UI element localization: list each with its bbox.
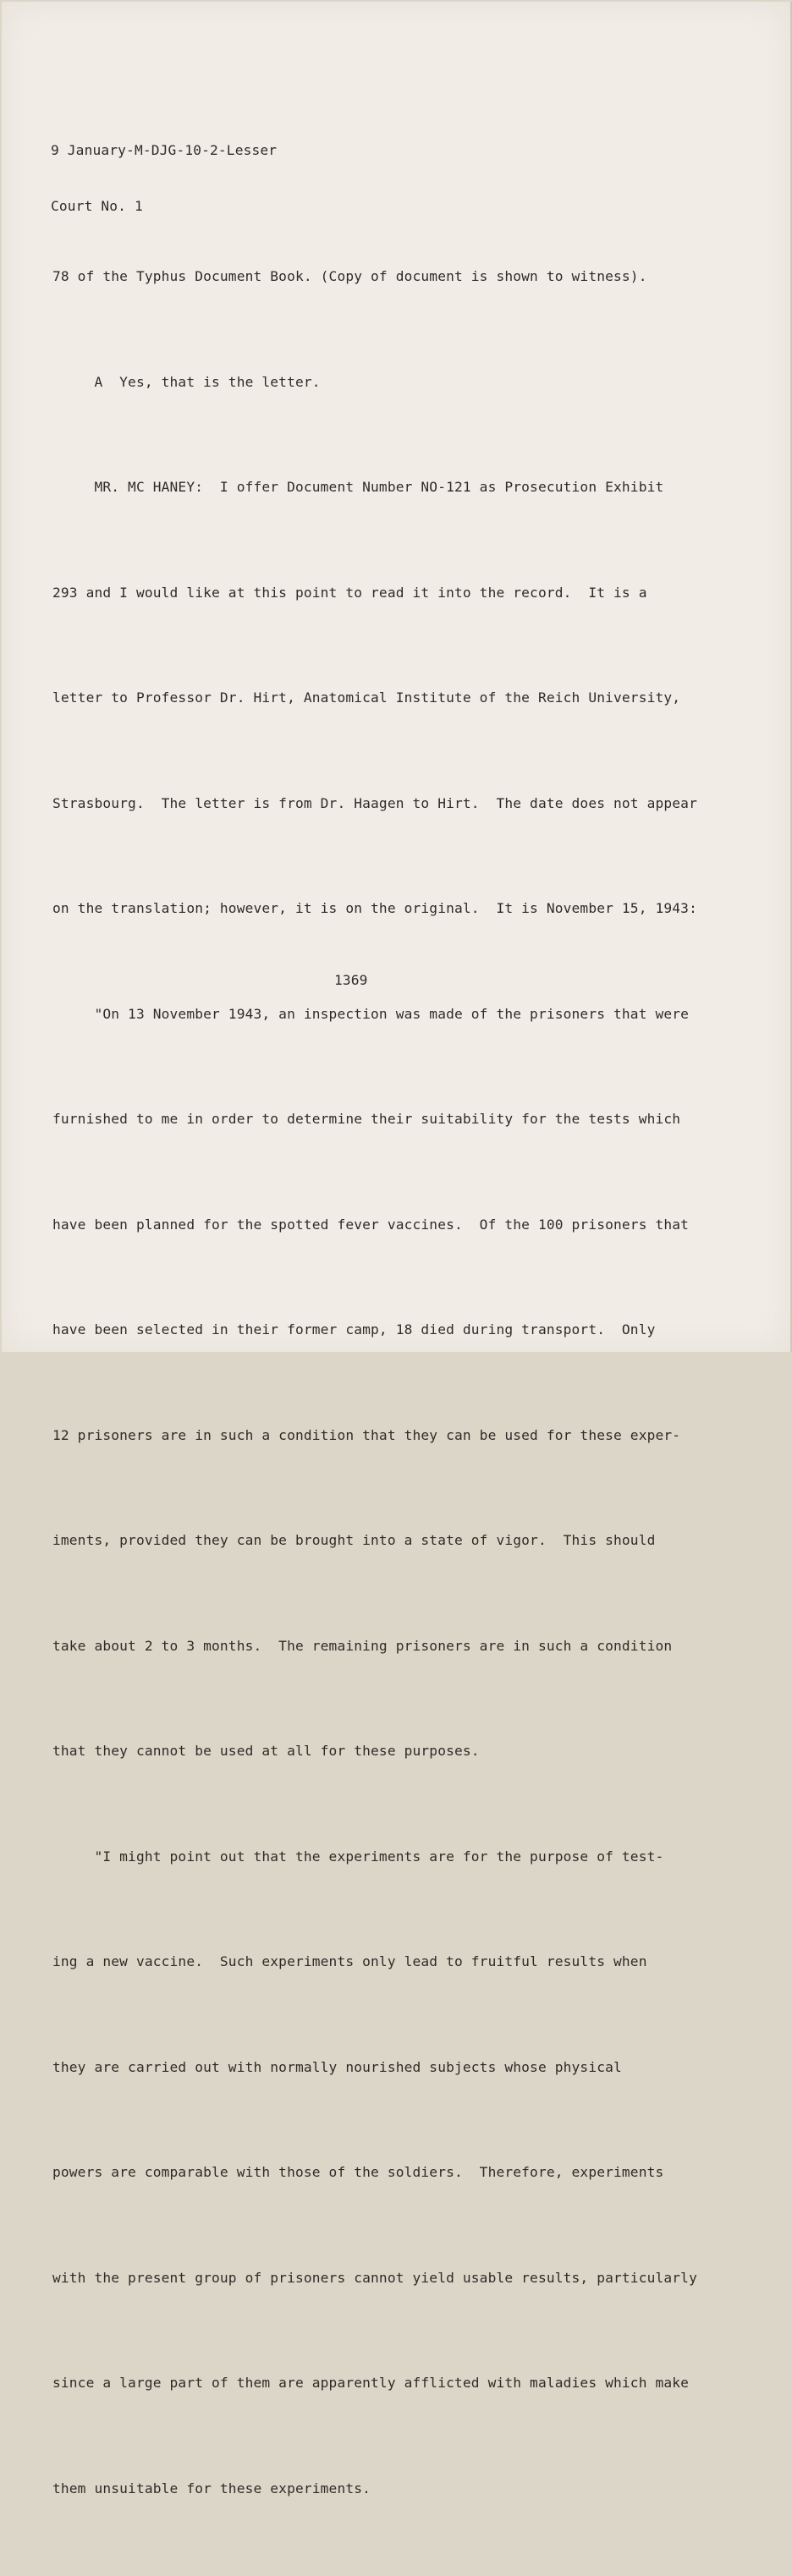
body-line: take about 2 to 3 months. The remaining prisoners are in such a condition xyxy=(52,1637,673,1654)
body-line: 12 prisoners are in such a condition that they can be used for these exper- xyxy=(52,1426,681,1443)
header-court-line: Court No. 1 xyxy=(51,198,143,214)
body-line: ing a new vaccine. Such experiments only lead to fruitful results when xyxy=(52,1953,647,1969)
header-session-line: 9 January-M-DJG-10-2-Lesser xyxy=(51,142,278,158)
body-line: 78 of the Typhus Document Book. (Copy of document is shown to witness). xyxy=(52,268,647,284)
body-line: them unsuitable for these experiments. xyxy=(52,2480,371,2496)
body-line: letter to Professor Dr. Hirt, Anatomical Institute of the Reich University, xyxy=(52,689,681,706)
body-line: iments, provided they can be brought into a state of vigor. This should xyxy=(52,1532,656,1548)
body-line: have been planned for the spotted fever vaccines. Of the 100 prisoners that xyxy=(52,1216,690,1233)
body-line: on the translation; however, it is on the original. It is November 15, 1943: xyxy=(52,900,697,916)
document-page xyxy=(2,2,792,2496)
body-line: that they cannot be used at all for these purposes. xyxy=(52,1743,480,1759)
page-number: 1369 xyxy=(334,972,368,988)
body-line: Strasbourg. The letter is from Dr. Haagen to Hirt. The date does not appear xyxy=(52,794,697,811)
body-line: MR. MC HANEY: I offer Document Number NO-121 as Prosecution Exhibit xyxy=(52,479,664,495)
body-line: 293 and I would like at this point to read it into the record. It is a xyxy=(52,584,647,601)
body-line: "I might point out that the experiments are for the purpose of test- xyxy=(52,1848,664,1865)
body-line: have been selected in their former camp, 18 died during transport. Only xyxy=(52,1321,656,1337)
body-line: powers are comparable with those of the soldiers. Therefore, experiments xyxy=(52,2164,664,2180)
body-line: A Yes, that is the letter. xyxy=(52,373,321,390)
body-line: furnished to me in order to determine their suitability for the tests which xyxy=(52,1111,681,1127)
body-line: with the present group of prisoners cannot yield usable results, particularly xyxy=(52,2269,697,2286)
document-body xyxy=(52,189,697,2576)
body-line: they are carried out with normally nourished subjects whose physical xyxy=(52,2058,622,2075)
body-line: "On 13 November 1943, an inspection was made of the prisoners that were xyxy=(52,1005,690,1022)
body-line: since a large part of them are apparently afflicted with maladies which make xyxy=(52,2375,690,2391)
